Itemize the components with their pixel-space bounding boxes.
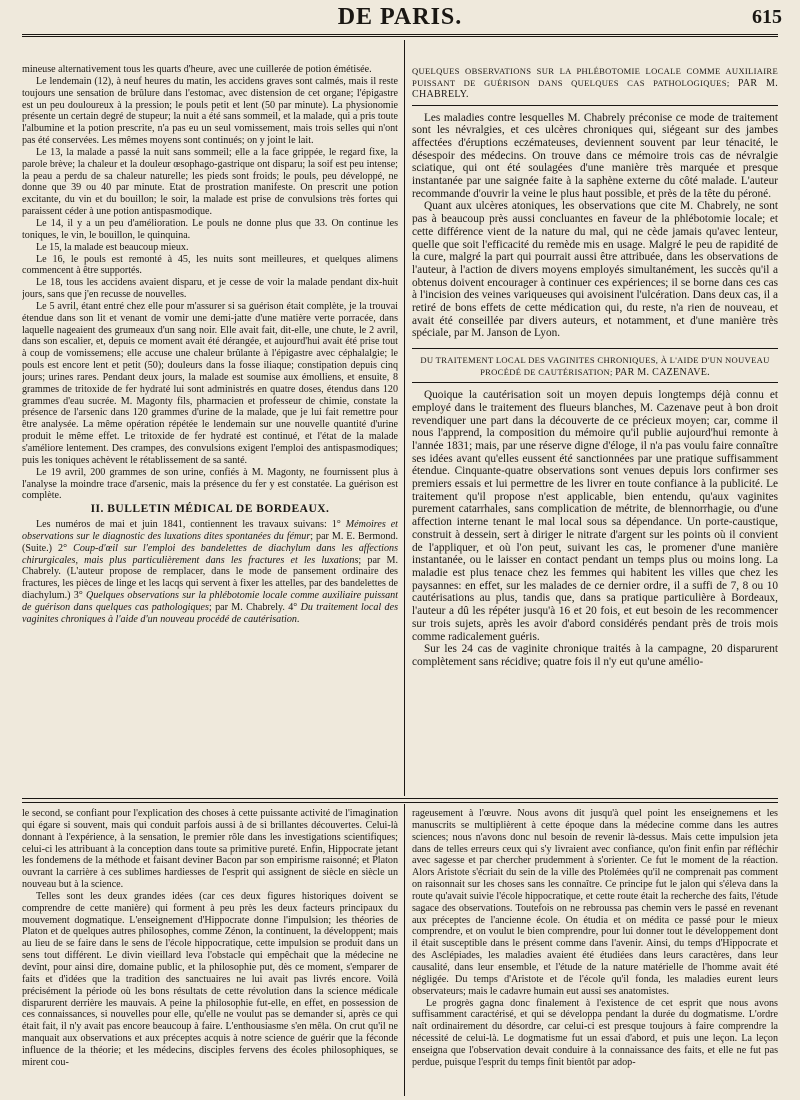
paragraph: Le 5 avril, étant entré chez elle pour m'assurer si sa guérison était complète, je la trouvai étendue dans son lit et venant de vomir une demi-jatte d'une matière verte porracée, dans laquelle nageaient des grumeaux d'un sang noir. Elle avait fait, dit-elle, une chute, le 2 avril, dans son escalier, et, depuis ce moment avait été dérangée, et aujourd'hui avait été prise tout à coup de vomissemens; elle accuse une chaleur brûlante à l'épigastre avec céphalalgie; le pouls est encore lent et petit (50); douleurs dans la fosse iliaque; constipation depuis cinq jours; urines rares. Pendant deux jours, la malade est soumise aux émolliens, et ensuite, 8 grammes de tritoxide de fer hydraté lui sont administrés en quatre doses, étendus dans 120 grammes d'eau sucrée. M. Magonty fils, pharmacien et professeur de chimie, constate la présence de l'arsenic dans 120 grammes d'urine de la malade, que je lui fait remettre pour être analysée. La même opération répétée le lendemain sur une nouvelle quantité d'urine produit le même effet. Le tritoxide de fer hydraté est continué, et l'état de la malade s'améliore lentement. Des crampes, des convulsions exigent l'emploi des antispasmodiques; puis les toniques achèvent le rétablissement de sa santé.	[22, 300, 398, 466]
article-title: QUELQUES OBSERVATIONS SUR LA PHLÉBOTOMIE LOCALE COMME AUXILIAIRE PUISSANT DE GUÉRISON DANS QUELQUES CAS PATHOLOGIQUES; PAR M. CHABRELY.	[412, 66, 778, 100]
section-title: II. BULLETIN MÉDICAL DE BORDEAUX.	[90, 503, 330, 516]
paragraph: Le 18, tous les accidens avaient disparu, et je cesse de voir la malade pendant dix-huit jours, sans que j'en recusse de nouvelles.	[22, 277, 398, 301]
paragraph: Le 14, il y a un peu d'amélioration. Le pouls ne donne plus que 33. On continue les toniques, le vin, le bouillon, le quinquina.	[22, 217, 398, 241]
bottom-right-column	[412, 808, 778, 1096]
right-column	[412, 66, 778, 784]
paragraph: Le progrès gagna donc finalement à l'existence de cet esprit que nous avons suffisamment caractérisé, et qui se développa pendant la durée du dogmatisme. L'ordre naît ordinairement du désordre, car celui-ci est presque toujours à faire comprendre la nécessité de celui-là. Le dogmatisme fut un essai d'abord, et puis une leçon. La leçon enseigna que l'observation devait conduire à la connaissance des faits, et elle ne fut pas perdue, puisque l'esprit du temps finit bientôt par adop-	[412, 997, 778, 1068]
paragraph: Le 13, la malade a passé la nuit sans sommeil; elle a la face grippée, le regard fixe, la parole brève; la chaleur et la douleur œsophago-gastrique ont disparu; la soif est peu intense; la peau a perdu de sa chaleur naturelle; les pieds sont froids; le pouls, peu développé, ne donne que 39 ou 40 par minute. Etat de prostration manifeste. On prescrit une potion excitante, du vin et du bouillon; le soir, la malade est prise de convulsions très fortes qui paraissent céder à une potion antispasmodique.	[22, 146, 398, 218]
paragraph: mineuse alternativement tous les quarts d'heure, avec une cuillerée de potion émétisée.	[22, 64, 372, 75]
article-rule	[412, 382, 778, 383]
section-intro: Les numéros de mai et juin 1841, contiennent les travaux suivans: 1° Mémoires et observations sur le diagnostic des luxations dites spontanées du fémur; par M. E. Bermond. (Suite.) 2° Coup-d'œil sur l'emploi des bandelettes de diachylum dans les affections chirurgicales, mais plus particulièrement dans les fractures et les luxations; par M. Chabrely. (L'auteur propose de remplacer, dans le mode de pansement ordinaire des fractures, les pièces de linge et les lacqs qui servent à fixer les attelles, par des bandelettes de diachylum.) 3° Quelques observations sur la phlébotomie locale comme auxiliaire puissant de guérison dans quelques cas pathologiques; par M. Chabrely. 4° Du traitement local des vaginites chroniques à l'aide d'un nouveau procédé de cautérisation.	[22, 519, 398, 625]
paragraph: Les maladies contre lesquelles M. Chabrely préconise ce mode de traitement sont les névralgies, et ces ulcères chroniques qui, siégeant sur des jambes affectées d'éruptions eczémateuses, deviennent souvent par leur ténacité, le désespoir des médecins. On trouve dans ce mémoire trois cas de névralgie sciatique, qui ont été soulagées d'une manière très marquée et presque instantanée par une saignée faite à la saphène externe du côté malade. L'auteur recommande d'ouvrir la veine le plus haut possible, et près de la tête du péroné.	[412, 111, 778, 200]
page-header-title: DE PARIS.	[337, 4, 463, 30]
page-number: 615	[752, 6, 782, 28]
column-divider	[404, 804, 405, 1096]
article-rule	[412, 348, 778, 349]
section-rule	[22, 798, 778, 799]
paragraph: rageusement à l'œuvre. Nous avons dit jusqu'à quel point les enseignemens et les manuscrits se multiplièrent à cette époque dans la médecine comme dans les autres sciences; nous n'avons donc nul besoin de revenir là-dessus. Mais cette impulsion jeta dans de telles erreurs ceux qui s'y livraient avec confiance, qu'on finit enfin par réfléchir avec sagesse et par chercher prudemment à s'orienter. Ce fut le moment de la réaction. Alors Aristote s'écriait du sein de la ville des Ptolémées qu'il ne comprenait pas comment on raisonnait sur les choses sans les connaître. Ce principe fut le jalon qui s'éleva dans la route qu'avait suivie l'école hippocratique, et cette route était la recherche des faits, l'étude sagace des observations. Toutefois on ne rebroussa pas chemin vers le passé en revenant aux préceptes de l'ancienne école. On étudia et on médita ce passé pour le mieux comprendre, et on voulut le bien comprendre, pour lui donner tout le développement dont il était susceptible dans le présent comme dans l'avenir. Ainsi, du temps d'Hippocrate et des Asclépiades, les maladies avaient été étudiées dans leurs caractères, dans leur causalité, dans leur ensemble, et l'étude de la nature matérielle de l'homme avait été négligée. Du temps d'Aristote et de l'école qu'il fonda, les maladies eurent leurs observateurs; mais le cadavre humain eut aussi ses anatomistes.	[412, 808, 778, 997]
paragraph: Quoique la cautérisation soit un moyen depuis longtemps déjà connu et employé dans le traitement des flueurs blanches, M. Cazenave peut à bon droit revendiquer une part dans la découverte de ce précieux moyen; car, comme il nous l'apprend, la composition du mémoire qu'il publie aujourd'hui remonte à l'année 1831; mais, par une réserve digne d'éloge, il n'a pas voulu faire connaître ses idées avant qu'elles eussent été sanctionnées par une pratique suffisamment étendue. Cinquante-quatre observations sont venues depuis lors confirmer ses premiers essais et lui permettre de les livrer en toute confiance à la publicité. Le traitement qu'il propose n'est applicable, bien entendu, qu'aux vaginites purement catarrhales, sans complication de métrite, de blennorrhagie, ou d'une affection interne tenant le mal local sous sa dépendance. Un porte-caustique, construit à dessein, sert à diriger le nitrate d'argent sur les points où il convient de l'appliquer, et où l'on peut, suivant les cas, le promener d'une manière instantanée, ou le laisser en contact pendant un temps plus ou moins long. La maladie est plus tenace chez les femmes qui habitent les villes que chez les paysannes: en effet, sur les malades de ce dernier ordre, il a suffi de 7, 8 ou 10 cautérisations au plus, tandis que, dans sa pratique particulière à Bordeaux, l'auteur a dû les répéter jusqu'à 16 et 20 fois, et eut besoin de les recommencer sur trois sujets, après les avoir d'abord considérés pendant près de trois mois comme radicalement guéris.	[412, 389, 778, 643]
paragraph: Telles sont les deux grandes idées (car ces deux figures historiques doivent se comprendre de cette manière) qui forment à peu près les deux facteurs principaux du mouvement dogmatique. L'enseignement d'Hippocrate donne l'impulsion; les théories de Platon et de quelques autres philosophes, comme Zénon, la continuent, la développent; mais au lieu de se faire dans le sens de l'école hippocratique, cette impulsion se produit dans un sens tout différent. Le divin vieillard leva l'obstacle qui empêchait que la médecine ne devînt, pour ainsi dire, domaine public, et la philosophie put, dès ce moment, s'emparer de faits et d'idées que la tradition des sanctuaires ne lui avait pas livrés encore. Voilà précisément la période où les bons résultats de cette révolution dans la science médicale disparurent derrière les mauvais. A peine la philosophie fut-elle, en effet, en possession de ces connaissances, si nouvelles pour elle, qu'elle ne voulut pas se demander si, après ce qui était fait, il n'y avait pas encore beaucoup à faire. L'enthousiasme s'en mêla. On crut qu'il ne manquait aux observations et aux préceptes acquis à notre science de guérir que la féconde influence de la théorie; et les médecins, disciples fervens des écoles philosophiques, se mirent cou-	[22, 890, 398, 1068]
paragraph: Le 15, la malade est beaucoup mieux.	[36, 241, 189, 253]
article-title: DU TRAITEMENT LOCAL DES VAGINITES CHRONIQUES, À L'AIDE D'UN NOUVEAU PROCÉDÉ DE CAUTÉRISATION; PAR M. CAZENAVE.	[420, 355, 770, 378]
paragraph: Sur les 24 cas de vaginite chronique traités à la campagne, 20 disparurent complètement sans récidive; quatre fois il n'y eut qu'une amélio-	[412, 643, 778, 668]
paragraph: Le lendemain (12), à neuf heures du matin, les accidens graves sont calmés, mais il reste toujours une sensation de brûlure dans l'estomac, avec distension de cet organe; l'épigastre est un peu douloureux à la pression; le pouls petit et lent (50 par minute). La physionomie présente un certain degré de stupeur; la nuit a été sans sommeil, et la malade, qui a pris toute l'albumine et la potion prescrite, n'a pas eu un seul vomissement, mais trois selles qui n'ont pas été conservées. Les mêmes moyens sont continués; on y joint le lait.	[22, 75, 398, 147]
header-rule	[22, 34, 778, 37]
bottom-left-column	[22, 808, 398, 1096]
paragraph: Le 19 avril, 200 grammes de son urine, confiés à M. Magonty, ne fournissent plus à l'analyse la moindre trace d'arsenic, mais la présence du fer y est constatée. La guérison est complète.	[22, 466, 398, 502]
paragraph: le second, se confiant pour l'explication des choses à cette puissante activité de l'imagination qui égare si souvent, mais qui conduit parfois aussi à de si brillantes découvertes. Celui-là donnant à l'expérience, à la sensation, le premier rôle dans les investigations scientifiques; celui-ci les attribuant à la conception dans toute sa primitive pureté. Enfin, Hippocrate jetant les fondemens de la méthode et faisant deviner Bacon par son empirisme raisonné; et Platon ouvrant la carrière à ces sublimes hardiesses de l'esprit qui assignent de siècle en siècle un nouveau but à la science.	[22, 808, 398, 891]
article-rule	[412, 105, 778, 106]
column-divider	[404, 40, 405, 796]
paragraph: Quant aux ulcères atoniques, les observations que cite M. Chabrely, ne sont pas à beaucoup près aussi concluantes en faveur de la phlébotomie locale; et cette différence vient de la nature du mal, qui ne cède jamais qu'avec lenteur, quelle que soit l'efficacité du remède mis en usage. Malgré le peu de rapidité de la cure, malgré la part qui pourrait aussi être attribuée, dans les observations de l'auteur, à l'action de divers moyens employés simultanément, les succès qu'il a obtenus doivent encourager à continuer ces expériences; il se borne dans ces cas à l'incision des veines variqueuses qui avoisinent l'ulcération. Dans deux cas, il a retiré de bons effets de cette médication qui, du reste, n'a rien de nouveau, et avait été conseillée par divers auteurs, et notamment, et d'une manière très spéciale, par M. Janson de Lyon.	[412, 200, 778, 340]
section-rule	[22, 802, 778, 803]
paragraph: Le 16, le pouls est remonté à 45, les nuits sont meilleures, et quelques alimens commencent à être supportés.	[22, 253, 398, 277]
left-column	[22, 64, 398, 760]
